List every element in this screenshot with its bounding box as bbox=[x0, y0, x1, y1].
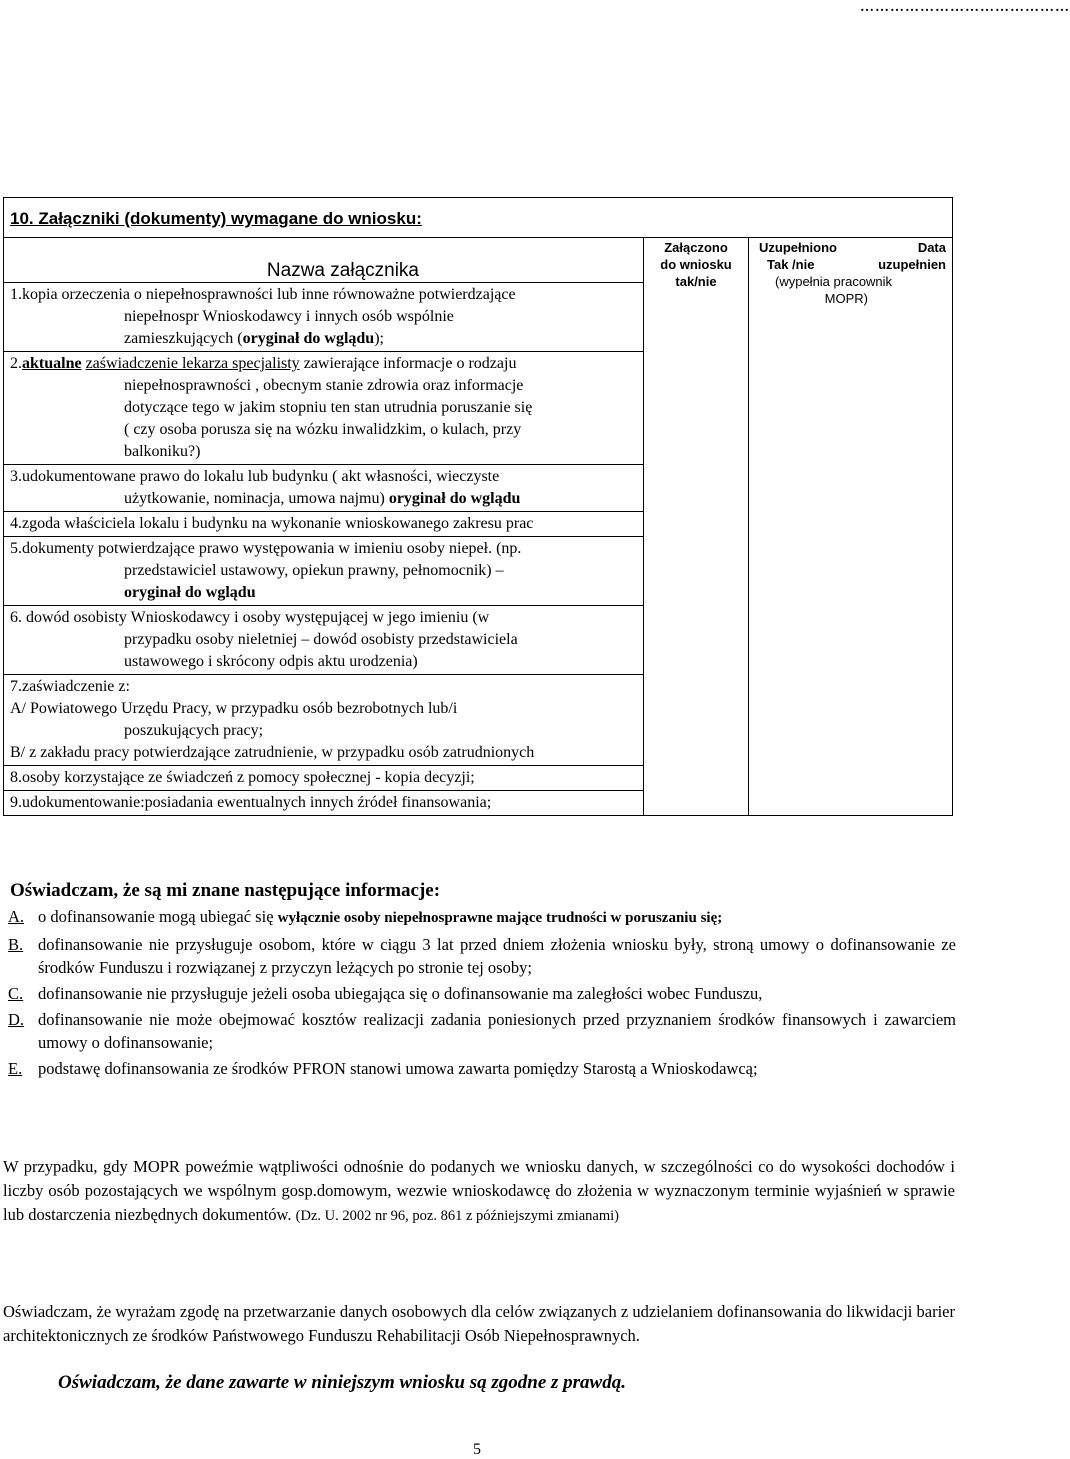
attachment-item-8: 8.osoby korzystające ze świadczeń z pomocy społecznej - kopia decyzji; bbox=[4, 766, 644, 791]
attachment-item-7: 7.zaświadczenie z: A/ Powiatowego Urzędu Pracy, w przypadku osób bezrobotnych lub/i poszukujących pracy; B/ z zakładu pracy potwierdzające zatrudnienie, w przypadku osób zatrudnionych bbox=[4, 675, 644, 766]
data-processing-consent: Oświadczam, że wyrażam zgodę na przetwarzanie danych osobowych dla celów związanych z udzielaniem dofinansowania do likwidacji barier architektonicznych ze środków Państwowego Funduszu Rehabilitacji Osób Niepełnosprawnych. bbox=[3, 1302, 955, 1345]
attachment-item-6: 6. dowód osobisty Wnioskodawcy i osoby występującej w jego imieniu (w przypadku osoby nieletniej – dowód osobisty przedstawiciela ustawowego i skrócony odpis aktu urodzenia) bbox=[4, 606, 644, 675]
declaration-item-d: D. dofinansowanie nie może obejmować kosztów realizacji zadania poniesionych przed przyznaniem środków finansowych i zawarciem umowy o dofinansowanie; bbox=[8, 1010, 956, 1052]
page-number: 5 bbox=[473, 1441, 481, 1458]
attachment-item-5: 5.dokumenty potwierdzające prawo występowania w imieniu osoby niepeł. (np. przedstawiciel ustawowy, opiekun prawny, pełnomocnik) – oryginał do wglądu bbox=[4, 537, 644, 606]
attachments-table bbox=[3, 197, 953, 816]
column-header-supplemented: Uzupełniono Data Tak /nie uzupełnien (wypełnia pracownik MOPR) bbox=[749, 238, 953, 816]
declaration-item-b: B. dofinansowanie nie przysługuje osobom, które w ciągu 3 lat przed dniem złożenia wniosku były, stroną umowy o dofinansowanie ze środków Funduszu i rozwiązanej z przyczyn leżących po stronie tej osoby; bbox=[8, 935, 956, 977]
column-header-name: Nazwa załącznika bbox=[4, 238, 644, 283]
mopr-verification-paragraph: W przypadku, gdy MOPR poweźmie wątpliwości odnośnie do podanych we wniosku danych, w szczególności co do wysokości dochodów i liczby osób pozostających we wspólnym gosp.domowym, wezwie wnioskodawcę do złożenia w wyznaczonym terminie wyjaśnień w sprawie lub dostarczenia niezbędnych dokumentów. (Dz. U. 2002 nr 96, poz. 861 z późniejszymi zmianami) bbox=[3, 1157, 955, 1224]
section-title: 10. Załączniki (dokumenty) wymagane do wniosku: bbox=[4, 198, 953, 238]
attachment-item-3: 3.udokumentowane prawo do lokalu lub budynku ( akt własności, wieczyste użytkowanie, nominacja, umowa najmu) oryginał do wglądu bbox=[4, 465, 644, 512]
attachment-item-4: 4.zgoda właściciela lokalu i budynku na wykonanie wnioskowanego zakresu prac bbox=[4, 512, 644, 537]
declaration-item-a: A. o dofinansowanie mogą ubiegać się wyłącznie osoby niepełnosprawne mające trudności w poruszaniu się; bbox=[8, 907, 723, 926]
declaration-list bbox=[8, 880, 956, 1080]
truth-declaration: Oświadczam, że dane zawarte w niniejszym wniosku są zgodne z prawdą. bbox=[58, 1372, 626, 1393]
column-header-attached: Załączono do wniosku tak/nie bbox=[644, 238, 749, 816]
declaration-item-c: C. dofinansowanie nie przysługuje jeżeli osoba ubiegająca się o dofinansowanie ma zaległości wobec Funduszu, bbox=[8, 984, 763, 1003]
declaration-item-e: E. podstawę dofinansowania ze środków PFRON stanowi umowa zawarta pomiędzy Starostą a Wnioskodawcą; bbox=[8, 1059, 758, 1078]
attachment-item-2: 2.aktualne zaświadczenie lekarza specjalisty zawierające informacje o rodzaju niepełnosprawności , obecnym stanie zdrowia oraz informacje dotyczące tego w jakim stopniu ten stan utrudnia poruszanie się ( czy osoba porusza się na wózku inwalidzkim, o kulach, przy balkoniku?) bbox=[4, 352, 644, 465]
top-dotted-line: …………………………………… bbox=[860, 0, 1070, 15]
attachment-item-9: 9.udokumentowanie:posiadania ewentualnych innych źródeł finansowania; bbox=[4, 791, 644, 816]
declaration-title: Oświadczam, że są mi znane następujące informacje: bbox=[10, 880, 441, 901]
attachment-item-1: 1.kopia orzeczenia o niepełnosprawności lub inne równoważne potwierdzające niepełnospr Wnioskodawcy i innych osób wspólnie zamieszkujących (oryginał do wglądu); bbox=[4, 283, 644, 352]
